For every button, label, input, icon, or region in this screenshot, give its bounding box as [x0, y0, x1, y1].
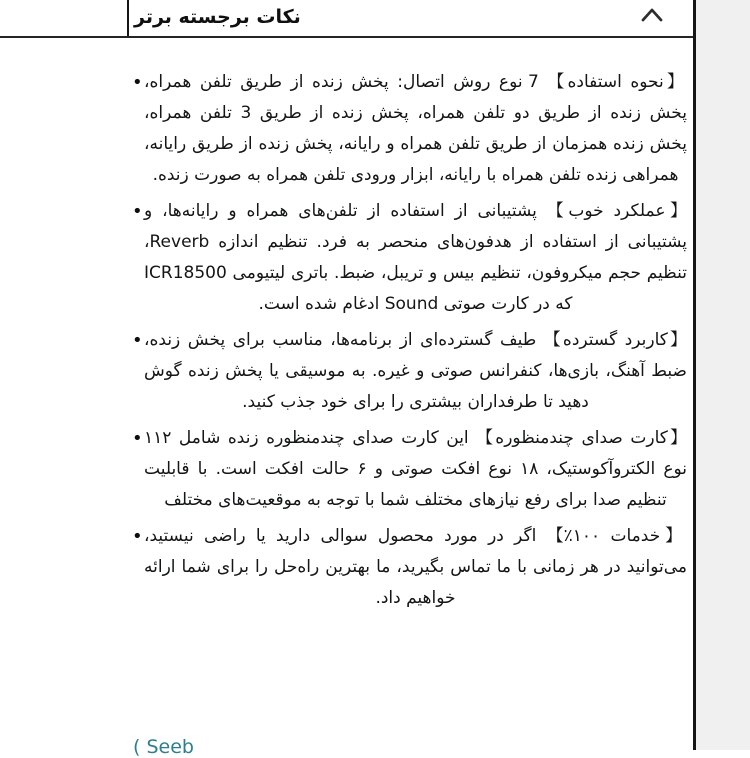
chevron-up-icon[interactable] [640, 6, 664, 24]
list-item [132, 196, 687, 320]
bullet-marker: • [132, 526, 143, 547]
right-gutter [693, 0, 750, 750]
bullet-marker: • [132, 330, 143, 351]
bullet-marker: • [132, 72, 143, 93]
feature-bullets-list [0, 38, 693, 619]
see-more-link[interactable]: ( Seeb [133, 736, 194, 758]
section-title: نکات برجسته برتر [134, 6, 301, 28]
list-item [132, 423, 688, 516]
list-item-text: 【خدمات ۱۰۰٪】 اگر در مورد محصول سوالی دارید یا راضی نیستید، می‌توانید در هر زمانی با ما تماس بگیرید، ما بهترین راه‌حل را برای شما ارائه خواهیم داد. [144, 526, 687, 608]
list-item-text: 【عملکرد خوب】 پشتیبانی از استفاده از تلفن‌های همراه و رایانه‌ها، و پشتیبانی از استفاده از هدفون‌های منحصر به فرد. تنظیم اندازه Reverb، تنظیم حجم میکروفون، تنظیم بیس و تریبل، ضبط. باتری لیتیومی ICR18500 که در کارت صوتی Sound ادغام شده است. [144, 201, 687, 314]
list-item [132, 521, 687, 614]
highlights-accordion-header[interactable] [0, 0, 693, 36]
list-item-text: 【نحوه استفاده】 7 نوع روش اتصال: پخش زنده از طریق تلفن همراه، پخش زنده از طریق دو تلفن همراه، پخش زنده از طریق 3 تلفن همراه، پخش زنده همزمان از طریق تلفن همراه و رایانه، پخش زنده از طریق رایانه، همراهی زنده تلفن همراه با رایانه، ابزار ورودی تلفن همراه به صورت زنده. [144, 72, 687, 185]
list-item-text: 【کارت صدای چندمنظوره】 این کارت صدای چندمنظوره زنده شامل ۱۱۲ نوع الکتروآکوستیک، ۱۸ نوع افکت صوتی و ۶ حالت افکت است. با قابلیت تنظیم صدا برای رفع نیازهای مختلف شما با توجه به موقعیت‌های مختلف [144, 428, 688, 510]
bullet-marker: • [132, 428, 143, 449]
bullet-marker: • [132, 201, 143, 222]
list-item-text: 【کاربرد گسترده】 طیف گسترده‌ای از برنامه‌ها، مناسب برای پخش زنده، ضبط آهنگ، بازی‌ها، کنفرانس صوتی و غیره. به موسیقی یا پخش زنده گوش دهید تا طرفداران بیشتری را برای خود جذب کنید. [144, 330, 687, 412]
list-item [132, 325, 687, 418]
list-item [132, 67, 687, 191]
